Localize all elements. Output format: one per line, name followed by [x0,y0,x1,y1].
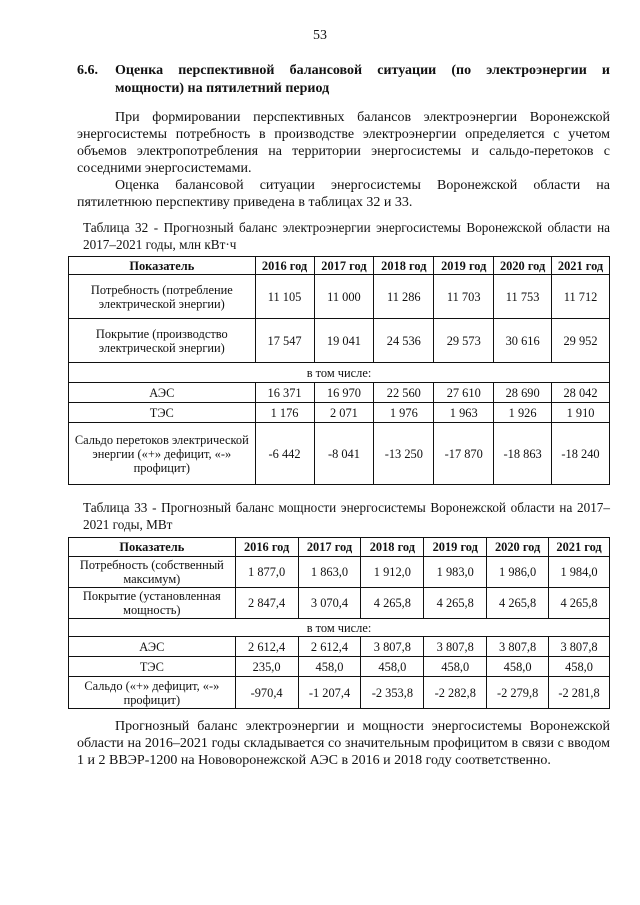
table-cell: 30 616 [494,319,552,363]
reference-paragraph: Оценка балансовой ситуации энергосистемы Воронежской области на пятилетнюю перспективу приведена в таблицах 32 и 33. [77,178,610,210]
table-row [69,657,610,677]
row-label: Потребность (собственный максимум) [69,557,236,588]
table-header-row [69,538,610,557]
table-row [69,383,610,403]
table-cell: -8 041 [314,423,374,485]
table-cell: 28 042 [552,383,610,403]
column-header: Показатель [69,257,256,275]
column-header: 2017 год [298,538,361,557]
table-cell: 2 612,4 [235,637,298,657]
table-row [69,403,610,423]
table-cell: -6 442 [255,423,314,485]
table-cell: 3 807,8 [361,637,424,657]
table-cell: 3 807,8 [487,637,549,657]
table-cell: 11 000 [314,275,374,319]
table-cell: 16 371 [255,383,314,403]
table-cell: -2 279,8 [487,677,549,709]
table-cell: -18 240 [552,423,610,485]
table-row [69,423,610,485]
table-cell: 2 071 [314,403,374,423]
table-cell: 16 970 [314,383,374,403]
table-cell: 1 984,0 [549,557,610,588]
table-cell: 24 536 [374,319,434,363]
table-cell: 235,0 [235,657,298,677]
row-label: Покрытие (установленная мощность) [69,588,236,619]
table-cell: 19 041 [314,319,374,363]
row-label: Потребность (потребление электрической энергии) [69,275,256,319]
row-label: ТЭС [69,403,256,423]
table-header-row [69,257,610,275]
table-cell: 1 986,0 [487,557,549,588]
table-cell: 11 105 [255,275,314,319]
table-cell: -17 870 [434,423,494,485]
page-number: 53 [313,28,327,43]
table-cell: 1 976 [374,403,434,423]
row-label: Сальдо перетоков электрической энергии («+» дефицит, «-» профицит) [69,423,256,485]
section-title: Оценка перспективной балансовой ситуации (по электроэнергии и мощности) на пятилетний период [115,63,610,96]
table-cell: 28 690 [494,383,552,403]
table-cell: 11 703 [434,275,494,319]
table-cell: -13 250 [374,423,434,485]
table-cell: 4 265,8 [487,588,549,619]
table-cell: 11 753 [494,275,552,319]
row-label: АЭС [69,383,256,403]
table-cell: 458,0 [298,657,361,677]
table-row [69,637,610,657]
table-cell: 1 863,0 [298,557,361,588]
table-32-caption: Таблица 32 - Прогнозный баланс электроэнергии энергосистемы Воронежской области на 2017–2021 годы, млн кВт·ч [83,220,610,252]
table-subheader-row [69,619,610,637]
table-32 [68,256,610,485]
intro-paragraph: При формировании перспективных балансов электроэнергии Воронежской энергосистемы потребность в производстве электроэнергии определяется с учетом объемов электропотребления на территории энергосистемы и сальдо-перетоков с соседними энергосистемами. [77,110,610,176]
table-cell: -2 282,8 [424,677,487,709]
table-cell: 1 877,0 [235,557,298,588]
table-cell: 29 573 [434,319,494,363]
row-label: Сальдо («+» дефицит, «-» профицит) [69,677,236,709]
column-header: 2019 год [424,538,487,557]
table-cell: 3 070,4 [298,588,361,619]
table-cell: 4 265,8 [361,588,424,619]
column-header: 2016 год [235,538,298,557]
table-cell: -18 863 [494,423,552,485]
subheader-cell: в том числе: [69,363,610,383]
table-cell: -2 281,8 [549,677,610,709]
table-cell: 29 952 [552,319,610,363]
column-header: 2021 год [549,538,610,557]
table-row [69,557,610,588]
table-cell: -2 353,8 [361,677,424,709]
row-label: ТЭС [69,657,236,677]
row-label: АЭС [69,637,236,657]
table-subheader-row [69,363,610,383]
table-cell: 4 265,8 [424,588,487,619]
column-header: 2020 год [494,257,552,275]
column-header: 2020 год [487,538,549,557]
column-header: 2016 год [255,257,314,275]
table-row [69,275,610,319]
column-header: 2017 год [314,257,374,275]
table-cell: 4 265,8 [549,588,610,619]
table-cell: 458,0 [424,657,487,677]
table-row [69,319,610,363]
table-cell: 1 176 [255,403,314,423]
table-cell: 458,0 [549,657,610,677]
table-cell: 2 847,4 [235,588,298,619]
table-cell: 1 983,0 [424,557,487,588]
table-row [69,588,610,619]
column-header: Показатель [69,538,236,557]
table-cell: 3 807,8 [424,637,487,657]
column-header: 2019 год [434,257,494,275]
table-cell: 458,0 [487,657,549,677]
section-heading [77,62,610,98]
row-label: Покрытие (производство электрической энергии) [69,319,256,363]
subheader-cell: в том числе: [69,619,610,637]
table-cell: 22 560 [374,383,434,403]
table-cell: 17 547 [255,319,314,363]
table-cell: 1 912,0 [361,557,424,588]
column-header: 2018 год [374,257,434,275]
column-header: 2021 год [552,257,610,275]
table-33-caption: Таблица 33 - Прогнозный баланс мощности энергосистемы Воронежской области на 2017–2021 годы, МВт [83,500,610,532]
table-cell: 1 963 [434,403,494,423]
table-cell: -1 207,4 [298,677,361,709]
table-cell: 11 286 [374,275,434,319]
table-33 [68,537,610,709]
section-number: 6.6. [77,63,98,78]
table-cell: -970,4 [235,677,298,709]
table-cell: 11 712 [552,275,610,319]
table-cell: 27 610 [434,383,494,403]
table-cell: 1 926 [494,403,552,423]
table-cell: 2 612,4 [298,637,361,657]
conclusion-paragraph: Прогнозный баланс электроэнергии и мощности энергосистемы Воронежской области на 2016–2021 годы складывается со значительным профицитом в связи с вводом 1 и 2 ВВЭР-1200 на Нововоронежской АЭС в 2016 и 2018 году соответственно. [77,719,610,768]
table-row [69,677,610,709]
column-header: 2018 год [361,538,424,557]
table-cell: 3 807,8 [549,637,610,657]
table-cell: 1 910 [552,403,610,423]
table-cell: 458,0 [361,657,424,677]
